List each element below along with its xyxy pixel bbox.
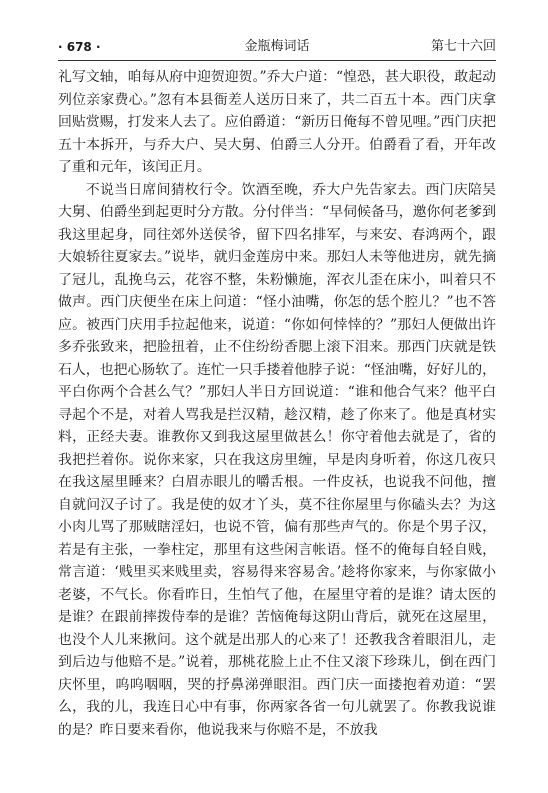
page-number: · 678 · xyxy=(58,40,101,54)
book-title: 金瓶梅词话 xyxy=(244,39,310,54)
page-body xyxy=(58,66,496,741)
chapter-title: 第七十六回 xyxy=(430,39,496,54)
header-rule xyxy=(58,60,496,61)
paragraph: 礼写文轴，咱每从府中迎贺迎贺。”乔大户道：“惶恐，甚大职役，敢起动列位亲家费心。”忽有本县衙差人送历日来了，共二百五十本。西门庆拿回贴赏赐，打发来人去了。应伯爵道：“新历日俺每不曾见哩。”西门庆把五十本拆开，与乔大户、吴大舅、伯爵三人分开。伯爵看了看，开年改了重和元年，该闰正月。 xyxy=(58,69,496,175)
page-header xyxy=(58,38,496,56)
paragraph: 不说当日席间猜枚行令。饮酒至晚，乔大户先告家去。西门庆陪吴大舅、伯爵坐到起更时分方散。分付伴当：“早伺候备马，邀你何老爹到我这里起身，同往郊外送侯爷，留下四名排军，与来安、春鸿两个，跟大娘轿往夏家去。”说毕，就归金莲房中来。那妇人未等他进房，就先摘了冠儿，乱挽乌云，花容不整，朱粉懒施，浑衣儿歪在床小，叫着只不做声。西门庆便坐在床上问道：“怪小油嘴，你怎的恁个腔儿？”也不答应。被西门庆用手拉起他来，说道：“你如何悻悻的？”那妇人便做出许多乔张致来，把脸扭着，止不住纷纷香腮上滚下泪来。那西门庆就是铁石人，也把心肠软了。连忙一只手搂着他脖子说：“怪油嘴，好好儿的，平白你两个合甚么气？”那妇人半日方回说道：“谁和他合气来？他平白寻起个不是，对着人骂我是拦汉精，趁汉精，趁了你来了。他是真材实料，正经夫妻。谁教你又到我这屋里做甚么！你守着他去就是了，省的我把拦着你。说你来家，只在我这房里缠，早是肉身听着，你这几夜只在我这屋里睡来？白眉赤眼儿的嚼舌根。一件皮袄，也说我不问他，擅自就问汉子讨了。我是使的奴才丫头，莫不往你屋里与你磕头去？为这小肉儿骂了那贼瞎淫妇，也说不管，偏有那些声气的。你是个男子汉，若是有主张，一拳柱定，那里有这些闲言帐语。怪不的俺每自轻自贱，常言道：‘贱里买来贱里卖，容易得来容易舍。’趁将你家来，与你家做小老婆，不气长。你看昨日，生怕气了他，在屋里守着的是谁？请太医的是谁？在跟前摔拨侍奉的是谁？苦恼俺每这阴山背后，就死在这屋里，也没个人儿来揪问。这个就是出那人的心来了！还教我含着眼泪儿，走到后边与他赔不是。”说着，那桃花脸上止不住又滚下珍珠儿，倒在西门庆怀里，呜呜咽咽，哭的抒鼻涕弹眼泪。西门庆一面搂抱着劝道：“罢么，我的儿，我连日心中有事，你两家各省一句儿就罢了。你教我说谁的是？昨日要来看你，他说我来与你赔不是，不放我 xyxy=(58,181,496,738)
